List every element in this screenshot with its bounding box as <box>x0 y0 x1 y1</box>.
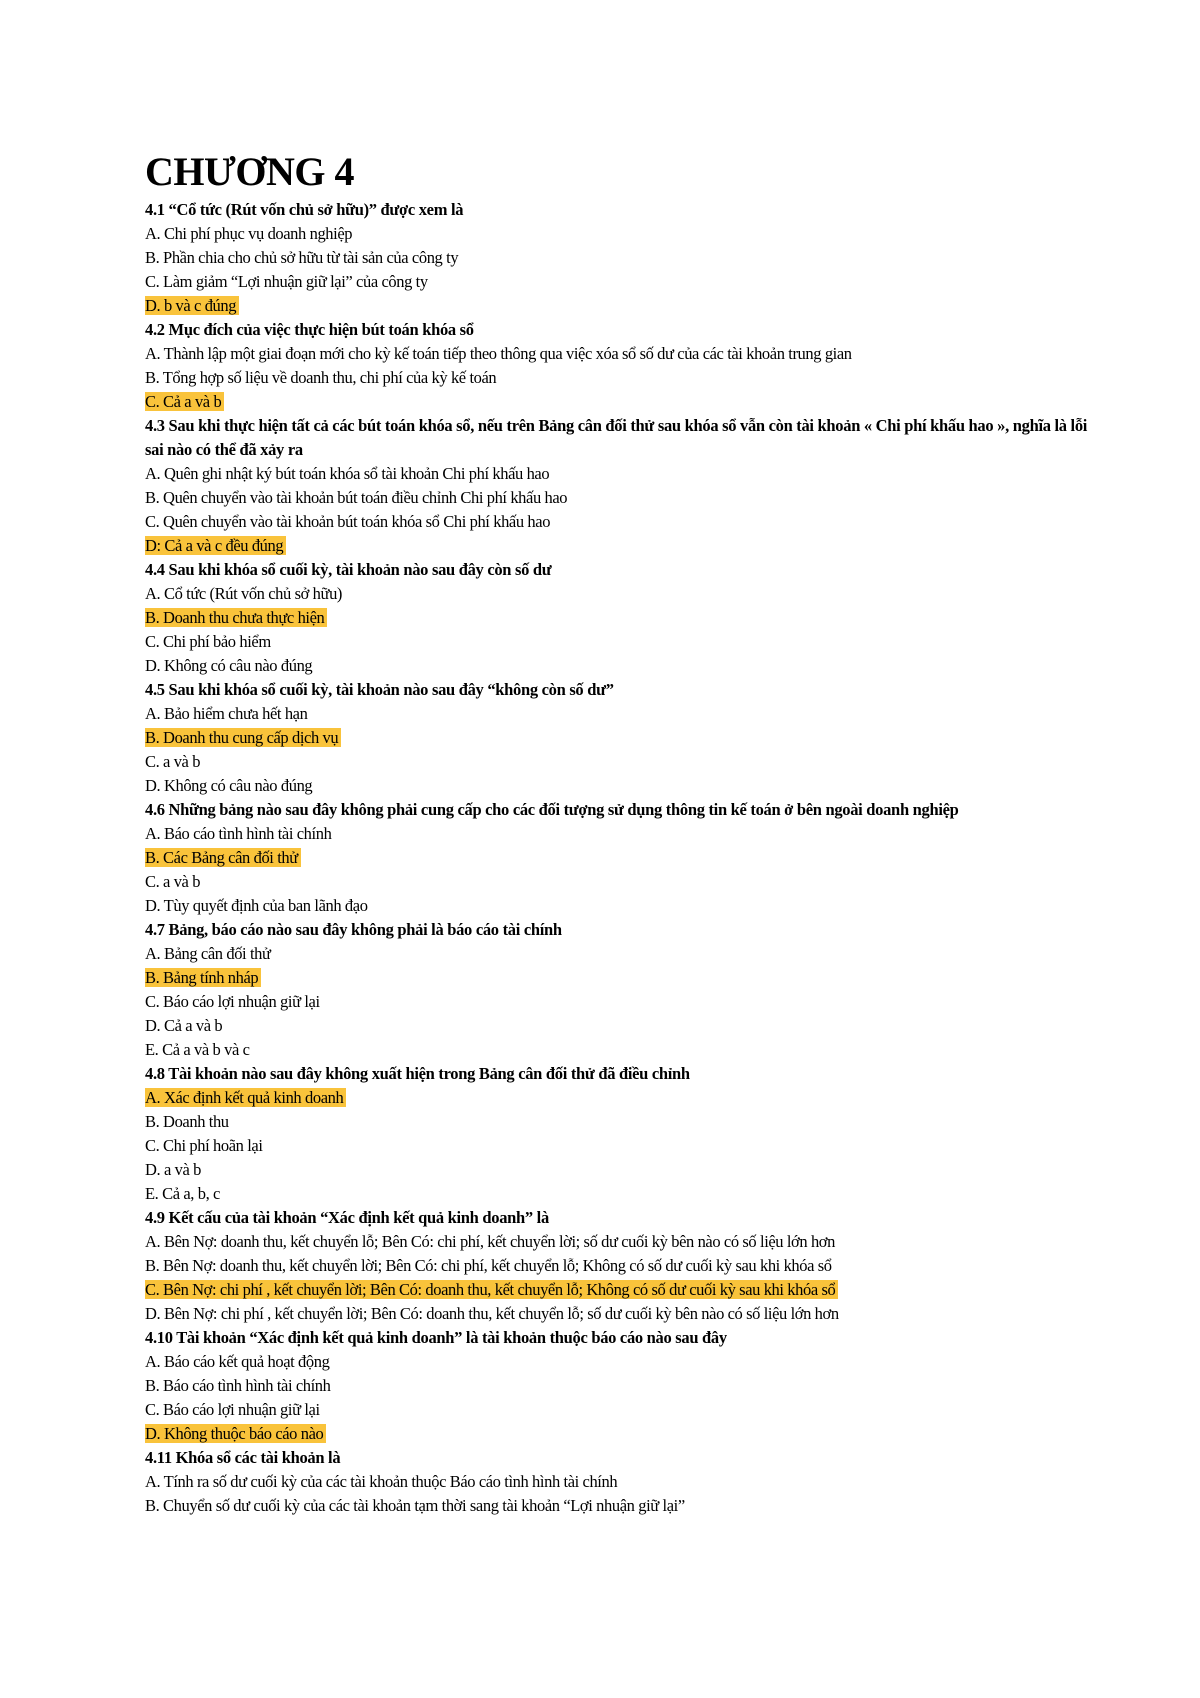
question-text: 4.6 Những bảng nào sau đây không phải cung cấp cho các đối tượng sử dụng thông tin kế toán ở bên ngoài doanh nghiệp <box>145 800 959 819</box>
answer-text: A. Cổ tức (Rút vốn chủ sở hữu) <box>145 584 343 603</box>
answer-text: D. Bên Nợ: chi phí , kết chuyển lời; Bên Có: doanh thu, kết chuyển lỗ; số dư cuối kỳ bên nào có số liệu lớn hơn <box>145 1304 839 1323</box>
answer-option <box>145 1374 1105 1398</box>
question-text: 4.5 Sau khi khóa sổ cuối kỳ, tài khoản nào sau đây “không còn số dư” <box>145 680 614 699</box>
question-block <box>145 1446 1105 1518</box>
question-text: 4.8 Tài khoản nào sau đây không xuất hiện trong Bảng cân đối thử đã điều chỉnh <box>145 1064 690 1083</box>
answer-option <box>145 246 1105 270</box>
answer-text: D. Không có câu nào đúng <box>145 656 313 675</box>
answer-option <box>145 1302 1105 1326</box>
answer-option-correct <box>145 1086 1105 1110</box>
answer-text: B. Báo cáo tình hình tài chính <box>145 1376 331 1395</box>
answer-option <box>145 1134 1105 1158</box>
highlighted-answer-text: B. Các Bảng cân đối thử <box>145 848 301 867</box>
answer-text: B. Phần chia cho chủ sở hữu từ tài sản của công ty <box>145 248 459 267</box>
answer-text: D. Cả a và b <box>145 1016 223 1035</box>
answer-text: D. Tùy quyết định của ban lãnh đạo <box>145 896 368 915</box>
answer-option <box>145 654 1105 678</box>
answer-option <box>145 894 1105 918</box>
answer-option <box>145 582 1105 606</box>
answer-text: C. a và b <box>145 872 201 891</box>
question-block <box>145 558 1105 678</box>
answer-option <box>145 630 1105 654</box>
answer-option <box>145 1470 1105 1494</box>
question-text: 4.3 Sau khi thực hiện tất cả các bút toán khóa sổ, nếu trên Bảng cân đối thử sau khóa sổ vẫn còn tài khoản « Chi phí khấu hao », nghĩa là lỗi sai nào có thể đã xảy ra <box>145 416 1088 459</box>
answer-text: A. Thành lập một giai đoạn mới cho kỳ kế toán tiếp theo thông qua việc xóa sổ số dư của các tài khoản trung gian <box>145 344 852 363</box>
answer-option <box>145 774 1105 798</box>
answer-text: C. Báo cáo lợi nhuận giữ lại <box>145 992 320 1011</box>
question-text: 4.1 “Cổ tức (Rút vốn chủ sở hữu)” được xem là <box>145 200 464 219</box>
question-block <box>145 414 1105 558</box>
answer-option-correct <box>145 390 1105 414</box>
answer-text: B. Tổng hợp số liệu về doanh thu, chi phí của kỳ kế toán <box>145 368 497 387</box>
answer-option <box>145 486 1105 510</box>
answer-text: C. Quên chuyển vào tài khoản bút toán khóa sổ Chi phí khấu hao <box>145 512 551 531</box>
question-text: 4.4 Sau khi khóa sổ cuối kỳ, tài khoản nào sau đây còn số dư <box>145 560 552 579</box>
answer-text: B. Quên chuyển vào tài khoản bút toán điều chỉnh Chi phí khấu hao <box>145 488 568 507</box>
answer-text: C. a và b <box>145 752 201 771</box>
highlighted-answer-text: D. b và c đúng <box>145 296 239 315</box>
answer-option <box>145 1158 1105 1182</box>
answer-option <box>145 822 1105 846</box>
question-block <box>145 798 1105 918</box>
answer-option-correct <box>145 294 1105 318</box>
answer-text: E. Cả a, b, c <box>145 1184 220 1203</box>
answer-option <box>145 342 1105 366</box>
answer-option <box>145 942 1105 966</box>
question-block <box>145 1206 1105 1326</box>
answer-text: D. a và b <box>145 1160 201 1179</box>
answer-text: A. Bên Nợ: doanh thu, kết chuyển lỗ; Bên Có: chi phí, kết chuyển lời; số dư cuối kỳ bên nào có số liệu lớn hơn <box>145 1232 835 1251</box>
answer-text: A. Quên ghi nhật ký bút toán khóa sổ tài khoản Chi phí khấu hao <box>145 464 550 483</box>
answer-text: B. Doanh thu <box>145 1112 229 1131</box>
answer-text: B. Bên Nợ: doanh thu, kết chuyển lời; Bên Có: chi phí, kết chuyển lỗ; Không có số dư cuối kỳ sau khi khóa sổ <box>145 1256 832 1275</box>
highlighted-answer-text: C. Cả a và b <box>145 392 224 411</box>
answer-option <box>145 1230 1105 1254</box>
answer-text: A. Báo cáo tình hình tài chính <box>145 824 332 843</box>
highlighted-answer-text: A. Xác định kết quả kinh doanh <box>145 1088 346 1107</box>
answer-option <box>145 702 1105 726</box>
question-list <box>145 198 1105 1518</box>
answer-option <box>145 1182 1105 1206</box>
answer-text: A. Chi phí phục vụ doanh nghiệp <box>145 224 353 243</box>
answer-option <box>145 270 1105 294</box>
answer-option <box>145 1014 1105 1038</box>
highlighted-answer-text: B. Doanh thu cung cấp dịch vụ <box>145 728 341 747</box>
highlighted-answer-text: C. Bên Nợ: chi phí , kết chuyển lời; Bên Có: doanh thu, kết chuyển lỗ; Không có số dư cuối kỳ sau khi khóa sổ <box>145 1280 838 1299</box>
question-text: 4.9 Kết cấu của tài khoản “Xác định kết quả kinh doanh” là <box>145 1208 549 1227</box>
answer-option <box>145 1038 1105 1062</box>
answer-text: C. Báo cáo lợi nhuận giữ lại <box>145 1400 320 1419</box>
answer-text: A. Bảo hiểm chưa hết hạn <box>145 704 308 723</box>
answer-text: A. Tính ra số dư cuối kỳ của các tài khoản thuộc Báo cáo tình hình tài chính <box>145 1472 618 1491</box>
question-text: 4.10 Tài khoản “Xác định kết quả kinh doanh” là tài khoản thuộc báo cáo nào sau đây <box>145 1328 727 1347</box>
answer-option <box>145 366 1105 390</box>
question-block <box>145 1326 1105 1446</box>
question-text: 4.7 Bảng, báo cáo nào sau đây không phải là báo cáo tài chính <box>145 920 562 939</box>
highlighted-answer-text: D. Không thuộc báo cáo nào <box>145 1424 326 1443</box>
answer-option-correct <box>145 606 1105 630</box>
question-text: 4.2 Mục đích của việc thực hiện bút toán khóa sổ <box>145 320 474 339</box>
answer-option <box>145 462 1105 486</box>
answer-text: A. Bảng cân đối thử <box>145 944 271 963</box>
question-block <box>145 318 1105 414</box>
question-text: 4.11 Khóa sổ các tài khoản là <box>145 1448 341 1467</box>
answer-text: B. Chuyển số dư cuối kỳ của các tài khoản tạm thời sang tài khoản “Lợi nhuận giữ lại” <box>145 1496 685 1515</box>
answer-text: A. Báo cáo kết quả hoạt động <box>145 1352 330 1371</box>
chapter-title: CHƯƠNG 4 <box>145 149 354 194</box>
answer-option <box>145 1254 1105 1278</box>
answer-option <box>145 510 1105 534</box>
answer-option <box>145 1398 1105 1422</box>
answer-option <box>145 990 1105 1014</box>
question-block <box>145 198 1105 318</box>
question-block <box>145 918 1105 1062</box>
answer-option-correct <box>145 1422 1105 1446</box>
answer-option <box>145 222 1105 246</box>
answer-option <box>145 1110 1105 1134</box>
answer-option-correct <box>145 966 1105 990</box>
highlighted-answer-text: B. Bảng tính nháp <box>145 968 261 987</box>
answer-option <box>145 1350 1105 1374</box>
answer-option-correct <box>145 846 1105 870</box>
answer-option-correct <box>145 726 1105 750</box>
answer-option-correct <box>145 1278 1105 1302</box>
highlighted-answer-text: B. Doanh thu chưa thực hiện <box>145 608 327 627</box>
answer-text: D. Không có câu nào đúng <box>145 776 313 795</box>
highlighted-answer-text: D: Cả a và c đều đúng <box>145 536 286 555</box>
question-block <box>145 678 1105 798</box>
answer-text: C. Chi phí bảo hiểm <box>145 632 271 651</box>
answer-option <box>145 870 1105 894</box>
answer-text: C. Chi phí hoãn lại <box>145 1136 263 1155</box>
answer-option <box>145 1494 1105 1518</box>
question-block <box>145 1062 1105 1206</box>
document-page <box>145 150 1105 1518</box>
answer-text: C. Làm giảm “Lợi nhuận giữ lại” của công ty <box>145 272 428 291</box>
answer-text: E. Cả a và b và c <box>145 1040 250 1059</box>
answer-option-correct <box>145 534 1105 558</box>
answer-option <box>145 750 1105 774</box>
